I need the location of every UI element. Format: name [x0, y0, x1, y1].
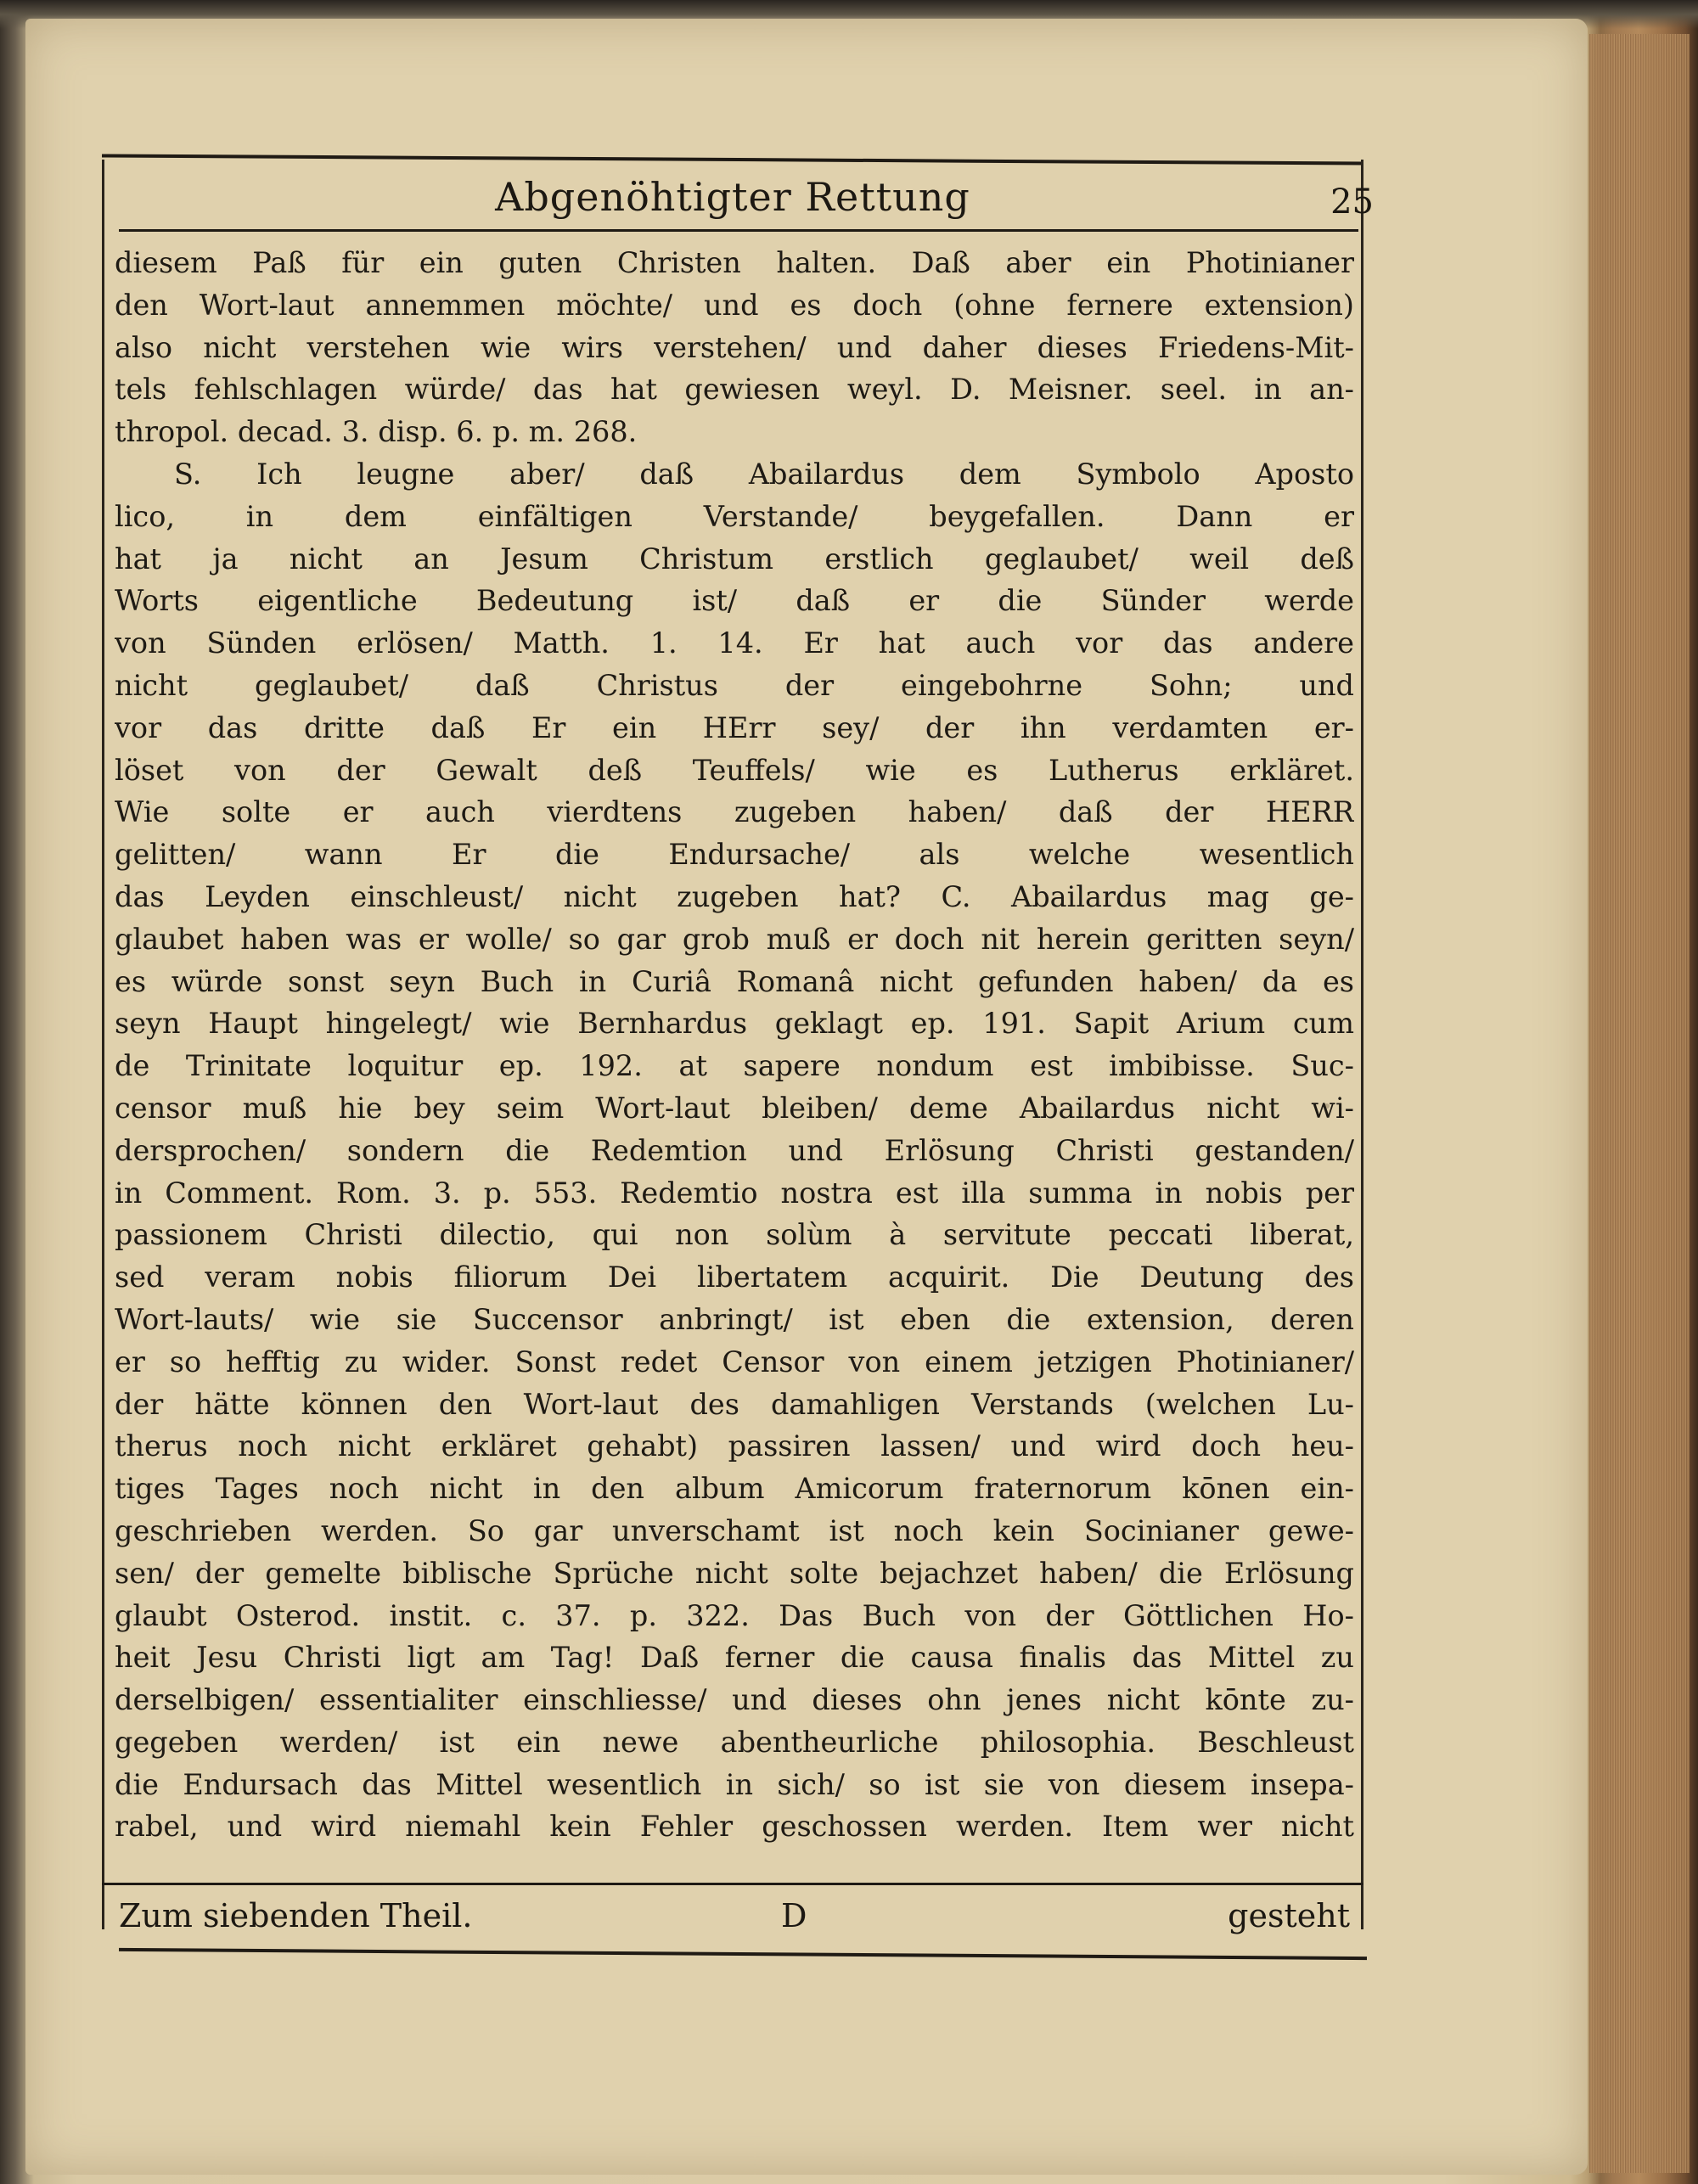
page-header [102, 174, 1374, 225]
catchword: gesteht [1228, 1897, 1350, 1934]
signature-mark: D [781, 1897, 807, 1934]
text-line: Wie solte er auch vierdtens zugeben haben/ daß der HERR [115, 795, 1354, 829]
text-line: den Wort-laut annemmen möchte/ und es doch (ohne fernere extension) [115, 288, 1354, 322]
text-line: gelitten/ wann Er die Endursache/ als welche wesentlich [115, 838, 1354, 872]
text-line: geschrieben werden. So gar unverschamt ist noch kein Socinianer gewe- [115, 1513, 1354, 1547]
text-line: in Comment. Rom. 3. p. 553. Redemtio nostra est illa summa in nobis per [115, 1176, 1354, 1210]
text-line: tiges Tages noch nicht in den album Amicorum fraternorum kōnen ein- [115, 1472, 1354, 1506]
text-line: derselbigen/ essentialiter einschliesse/ und dieses ohn jenes nicht kōnte zu- [115, 1683, 1354, 1717]
text-line: censor muß hie bey seim Wort-laut bleiben/ deme Abailardus nicht wi- [115, 1091, 1354, 1125]
text-line: der hätte können den Wort-laut des damahligen Verstands (welchen Lu- [115, 1387, 1354, 1421]
text-line: tels fehlschlagen würde/ das hat gewiesen weyl. D. Meisner. seel. in an- [115, 373, 1354, 407]
page-edges [1589, 34, 1690, 2173]
text-line: es würde sonst seyn Buch in Curiâ Romanâ nicht gefunden haben/ da es [115, 964, 1354, 998]
text-line: gegeben werden/ ist ein newe abentheurliche philosophia. Beschleust [115, 1725, 1354, 1759]
text-line: vor das dritte daß Er ein HErr sey/ der ihn verdamten er- [115, 710, 1354, 744]
signature-line: Zum siebenden Theil. [119, 1897, 473, 1934]
paper-stain [1324, 1103, 1330, 1109]
text-line: löset von der Gewalt deß Teuffels/ wie es Lutherus erkläret. [115, 753, 1354, 787]
text-line: also nicht verstehen wie wirs verstehen/ und daher dieses Friedens-Mit- [115, 330, 1354, 364]
text-line: die Endursach das Mittel wesentlich in sich/ so ist sie von diesem insepa- [115, 1767, 1354, 1801]
page-number: 25 [1330, 182, 1374, 222]
text-line: seyn Haupt hingelegt/ wie Bernhardus geklagt ep. 191. Sapit Arium cum [115, 1007, 1354, 1041]
text-line: S. Ich leugne aber/ daß Abailardus dem Symbolo Aposto [174, 457, 1354, 491]
text-line: passionem Christi dilectio, qui non solùm à servitute peccati liberat, [115, 1218, 1354, 1252]
text-line: rabel, und wird niemahl kein Fehler geschossen werden. Item wer nicht [115, 1810, 1354, 1844]
text-line: thropol. decad. 3. disp. 6. p. m. 268. [115, 415, 638, 449]
body-text [115, 242, 1354, 1848]
text-line: glaubt Osterod. instit. c. 37. p. 322. Das Buch von der Göttlichen Ho- [115, 1598, 1354, 1632]
text-line: de Trinitate loquitur ep. 192. at sapere nondum est imbibisse. Suc- [115, 1049, 1354, 1083]
text-line: Worts eigentliche Bedeutung ist/ daß er die Sünder werde [115, 584, 1354, 618]
text-line: diesem Paß für ein guten Christen halten. Daß aber ein Photinianer [115, 246, 1354, 279]
text-line: das Leyden einschleust/ nicht zugeben hat? C. Abailardus mag ge- [115, 879, 1354, 913]
running-title: Abgenöhtigter Rettung [495, 174, 970, 220]
text-line: Wort-lauts/ wie sie Succensor anbringt/ ist eben die extension, deren [115, 1302, 1354, 1336]
text-line: von Sünden erlösen/ Matth. 1. 14. Er hat auch vor das andere [115, 626, 1354, 660]
text-line: nicht geglaubet/ daß Christus der eingebohrne Sohn; und [115, 668, 1354, 702]
text-line: hat ja nicht an Jesum Christum erstlich geglaubet/ weil deß [115, 542, 1354, 575]
text-line: glaubet haben was er wolle/ so gar grob muß er doch nit herein geritten seyn/ [115, 922, 1354, 956]
page-footer [119, 1897, 1350, 1945]
text-line: heit Jesu Christi ligt am Tag! Daß ferner die causa finalis das Mittel zu [115, 1641, 1354, 1675]
paper-stain [1337, 1570, 1341, 1575]
text-line: sed veram nobis filiorum Dei libertatem acquirit. Die Deutung des [115, 1260, 1354, 1294]
text-line: dersprochen/ sondern die Redemtion und Erlösung Christi gestanden/ [115, 1133, 1354, 1167]
text-line: therus noch nicht erkläret gehabt) passiren lassen/ und wird doch heu- [115, 1429, 1354, 1463]
footer-rule [102, 1883, 1363, 1885]
text-line: er so hefftig zu wider. Sonst redet Censor von einem jetzigen Photinianer/ [115, 1345, 1354, 1378]
text-line: lico, in dem einfältigen Verstande/ beygefallen. Dann er [115, 499, 1354, 533]
text-line: sen/ der gemelte biblische Sprüche nicht solte bejachzet haben/ die Erlösung [115, 1556, 1354, 1590]
